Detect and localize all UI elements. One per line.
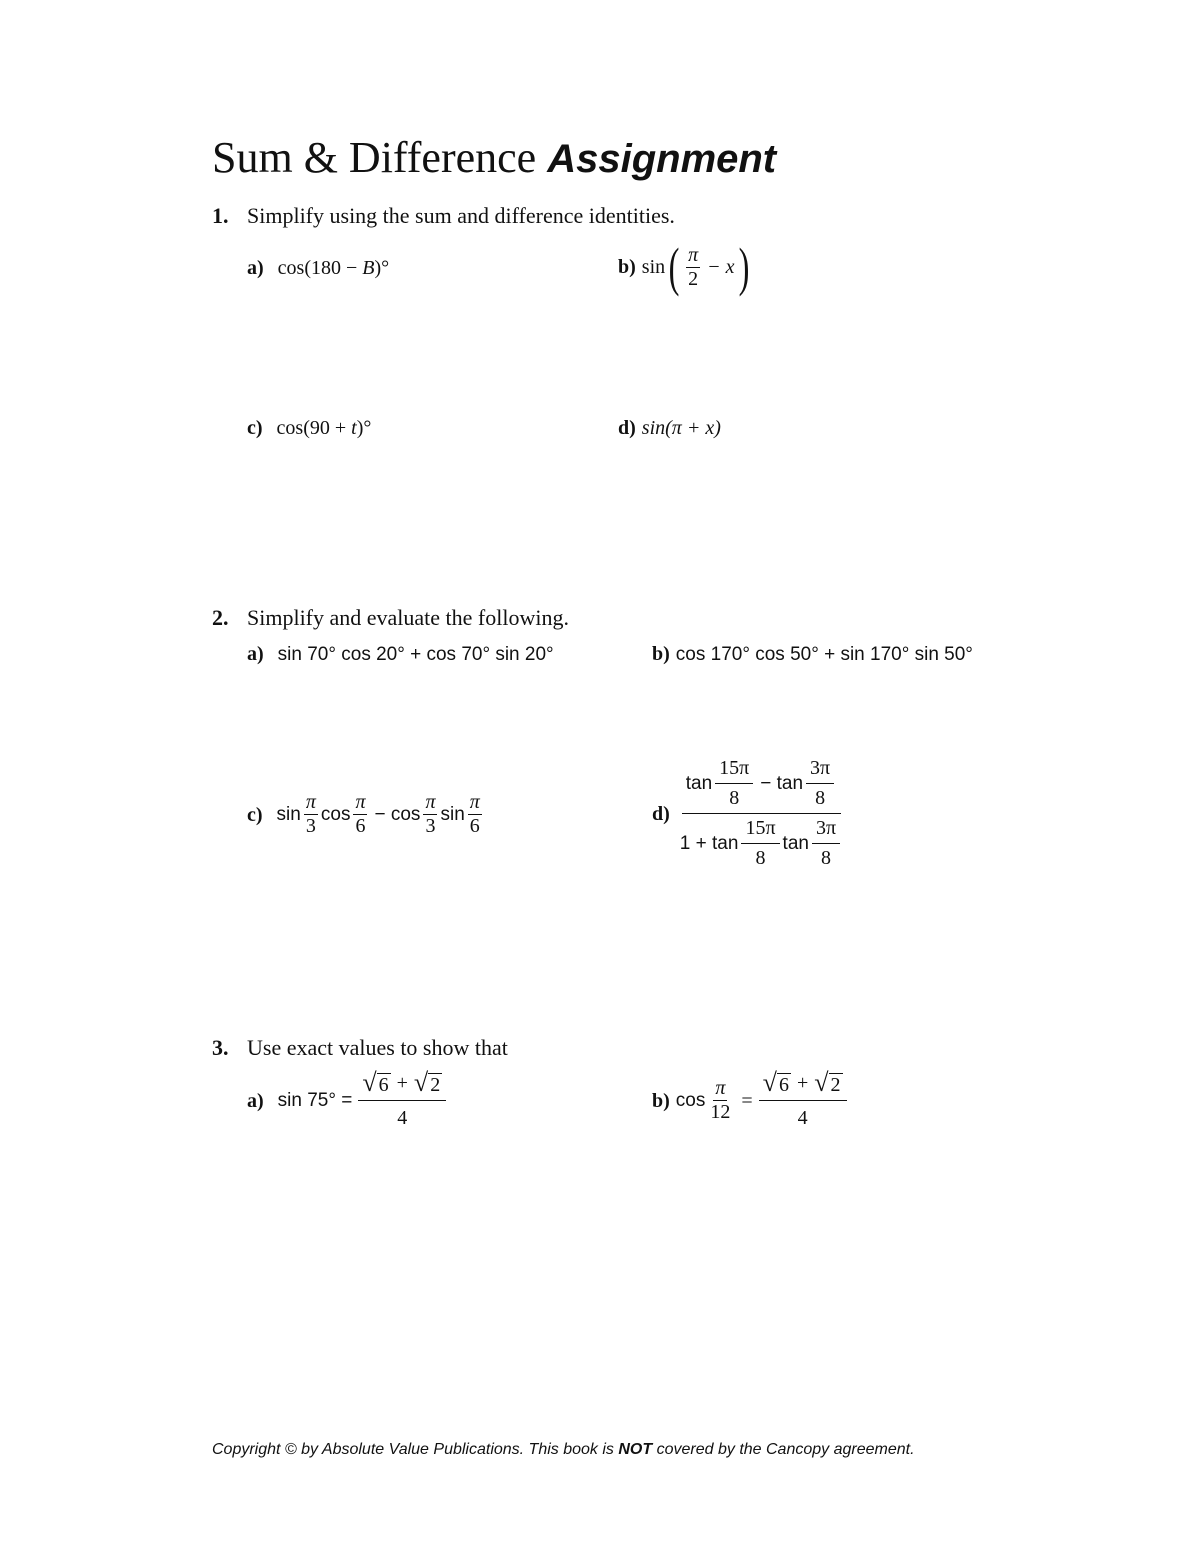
question-2-prompt [212,604,569,632]
part-label: c) [247,417,263,439]
fraction [741,818,779,869]
question-number: 3. [212,1035,229,1060]
fraction [423,792,437,837]
expr-text: sin(π + x) [641,417,721,439]
part-label: d) [652,802,670,825]
q3-part-a [247,1070,446,1131]
expr-text: cos 170° cos 50° + sin 170° sin 50° [675,644,973,665]
question-number: 2. [212,605,229,630]
q1-part-b [618,237,753,297]
equals-sign: = [741,1089,753,1112]
numerator [682,758,841,814]
numerator: 3π [812,818,840,844]
denominator: 2 [688,267,699,290]
denominator: 8 [755,847,766,869]
radicand: 2 [830,1074,841,1096]
fraction [759,1070,847,1131]
expr-text: sin 75° = [277,1089,353,1111]
question-3-prompt [212,1034,508,1062]
expr-text: cos [320,803,351,825]
numerator: 15π [741,818,779,844]
fraction [812,818,840,869]
footer-text: covered by the Cancopy agreement. [652,1441,915,1458]
numerator: π [688,243,699,266]
expr-text: sin [641,256,666,278]
denominator: 8 [815,787,826,809]
expr-text: sin [440,803,465,825]
denominator: 12 [710,1101,731,1123]
fraction [353,792,367,837]
fraction [304,792,318,837]
expr-text: tan [782,832,809,854]
page-title [212,130,776,187]
denominator: 8 [821,847,832,869]
part-label: d) [618,417,636,439]
numerator [358,1070,446,1101]
expr-text: tan [685,772,713,794]
copyright-footer [212,1440,915,1460]
title-emphasis: Assignment [547,137,777,181]
numerator: 15π [715,758,753,784]
right-paren: ) [738,237,749,297]
expr-text: cos(90 + [276,417,352,439]
fraction [358,1070,446,1131]
q1-part-c [247,415,371,441]
left-paren: ( [668,237,680,297]
footer-text: Copyright © by Absolute Value Publications. This book is [212,1441,619,1458]
radicand: 2 [430,1074,441,1096]
expr-text: − x [707,256,735,278]
numerator [759,1070,847,1101]
radicand: 6 [778,1074,789,1096]
square-root: √ 2 [814,1068,841,1097]
expr-text: cos [675,1089,706,1111]
expr-text: sin [276,803,301,825]
footer-emphasis: NOT [618,1441,653,1458]
numerator: π [425,791,436,813]
fraction [686,245,700,290]
q1-part-d [618,415,721,441]
part-label: b) [618,256,636,278]
fraction [468,792,482,837]
expr-text: − cos [374,803,421,825]
expr-text: cos(180 − [277,257,363,279]
q2-part-c [247,792,485,837]
denominator: 4 [397,1107,408,1129]
square-root: √ 6 [362,1068,389,1097]
denominator: 3 [425,815,436,837]
plus-sign: + [396,1072,408,1094]
q2-part-d [652,758,847,869]
denominator: 3 [305,815,316,837]
q3-part-b [652,1070,847,1131]
part-label: a) [247,257,264,279]
question-text: Simplify using the sum and difference identities. [247,203,675,228]
expr-text: sin 70° cos 20° + cos 70° sin 20° [277,644,554,665]
numerator: π [715,1077,726,1099]
compound-fraction [676,758,847,869]
denominator: 6 [355,815,366,837]
part-label: b) [652,1089,670,1112]
q2-part-a [247,641,554,668]
question-1-prompt [212,202,675,230]
plus-sign: + [796,1072,809,1094]
expr-text: )° [374,257,390,279]
q2-part-b [652,641,973,668]
part-label: a) [247,1089,264,1112]
part-label: a) [247,643,264,665]
denominator [676,814,847,869]
fraction [806,758,834,809]
numerator: π [305,791,316,813]
square-root: √ 2 [413,1068,441,1097]
denominator: 8 [729,787,740,809]
numerator: π [469,791,480,813]
denominator: 4 [797,1107,808,1129]
variable: t [351,417,357,439]
expr-text: )° [356,417,372,439]
part-label: c) [247,803,263,826]
fraction [715,758,753,809]
radicand: 6 [378,1074,389,1096]
denominator: 6 [469,815,480,837]
numerator: 3π [806,758,834,784]
question-number: 1. [212,203,229,228]
q1-part-a [247,255,389,281]
part-label: b) [652,643,670,665]
question-text: Simplify and evaluate the following. [247,605,569,630]
fraction [708,1078,732,1123]
variable: B [362,257,375,279]
title-plain: Sum & Difference [212,133,537,182]
square-root: √ 6 [762,1068,789,1097]
expr-text: 1 + tan [679,832,739,854]
question-text: Use exact values to show that [247,1035,508,1060]
expr-text: − tan [760,772,804,794]
numerator: π [355,791,366,813]
